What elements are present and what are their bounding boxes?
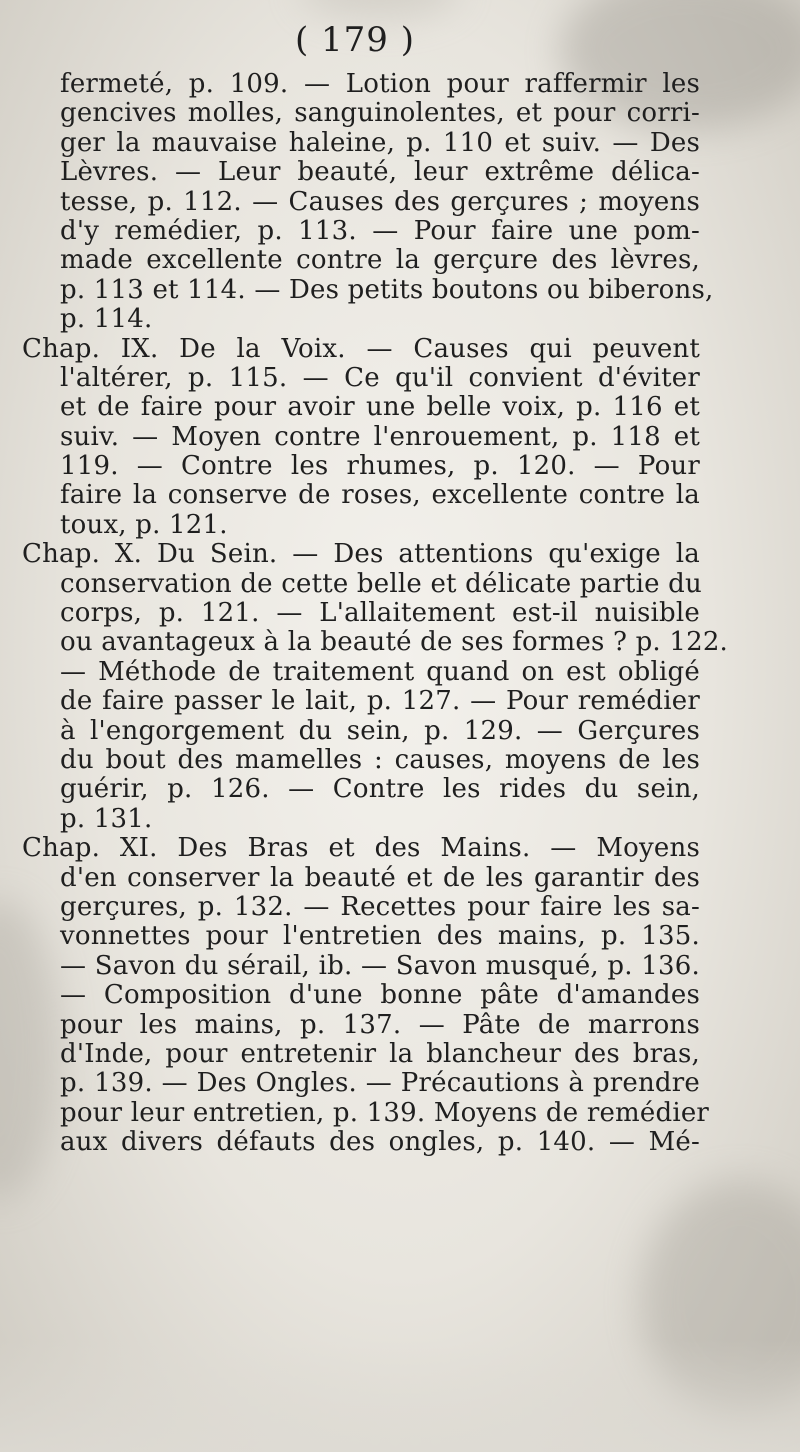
text-line: p. 131. (60, 803, 153, 834)
text-line: p. 113 et 114. — Des petits boutons ou biberons, (60, 274, 714, 305)
text-line: ger la mauvaise haleine, p. 110 et suiv. — Des (60, 127, 700, 158)
text-line: suiv. — Moyen contre l'enrouement, p. 118 et (60, 421, 700, 452)
text-line: aux divers défauts des ongles, p. 140. — Mé- (60, 1127, 700, 1158)
text-line: d'y remédier, p. 113. — Pour faire une pom- (60, 215, 700, 246)
text-line: Lèvres. — Leur beauté, leur extrême délica- (60, 157, 700, 188)
text-line: vonnettes pour l'entretien des mains, p. 135. (60, 921, 700, 952)
text-line: p. 114. (60, 304, 153, 335)
text-line: et de faire pour avoir une belle voix, p. 116 et (60, 392, 700, 423)
chapter-heading-line: Chap. IX. De la Voix. — Causes qui peuvent (22, 333, 700, 364)
text-line: ou avantageux à la beauté de ses formes ? p. 122. (60, 627, 729, 658)
chapter-heading-line: Chap. XI. Des Bras et des Mains. — Moyens (22, 833, 700, 864)
text-line: guérir, p. 126. — Contre les rides du sein, (60, 774, 700, 805)
text-line: p. 139. — Des Ongles. — Précautions à prendre (60, 1068, 700, 1099)
text-line: tesse, p. 112. — Causes des gerçures ; moyens (60, 186, 700, 217)
text-line: pour leur entretien, p. 139. Moyens de remédier (60, 1097, 710, 1128)
text-line: made excellente contre la gerçure des lèvres, (60, 245, 700, 276)
text-line: à l'engorgement du sein, p. 129. — Gerçures (60, 715, 700, 746)
text-line: gencives molles, sanguinolentes, et pour corri- (60, 98, 700, 129)
text-line: — Méthode de traitement quand on est obligé (60, 656, 700, 687)
text-line: corps, p. 121. — L'allaitement est-il nuisible (60, 598, 700, 629)
text-line: fermeté, p. 109. — Lotion pour raffermir les (60, 69, 700, 99)
text-line: — Composition d'une bonne pâte d'amandes (60, 980, 700, 1011)
text-line: 119. — Contre les rhumes, p. 120. — Pour (60, 451, 700, 482)
text-line: l'altérer, p. 115. — Ce qu'il convient d'éviter (60, 362, 700, 393)
text-line: d'Inde, pour entretenir la blancheur des bras, (60, 1038, 700, 1069)
text-line: gerçures, p. 132. — Recettes pour faire les sa- (60, 891, 700, 922)
text-line: de faire passer le lait, p. 127. — Pour remédier (60, 686, 700, 717)
text-line: d'en conserver la beauté et de les garantir des (60, 862, 700, 893)
index-text-block (22, 69, 729, 1158)
text-line: toux, p. 121. (60, 509, 228, 540)
text-line: conservation de cette belle et délicate partie du (60, 568, 702, 599)
text-line: faire la conserve de roses, excellente contre la (60, 480, 700, 511)
paper-stain (300, 0, 460, 20)
page-bottom-margin (0, 1340, 800, 1452)
page-number: ( 179 ) (294, 20, 416, 60)
text-line: pour les mains, p. 137. — Pâte de marrons (60, 1009, 700, 1040)
chapter-heading-line: Chap. X. Du Sein. — Des attentions qu'exige la (22, 539, 700, 570)
text-line: du bout des mamelles : causes, moyens de les (60, 744, 700, 775)
text-line: — Savon du sérail, ib. — Savon musqué, p. 136. (60, 950, 700, 981)
